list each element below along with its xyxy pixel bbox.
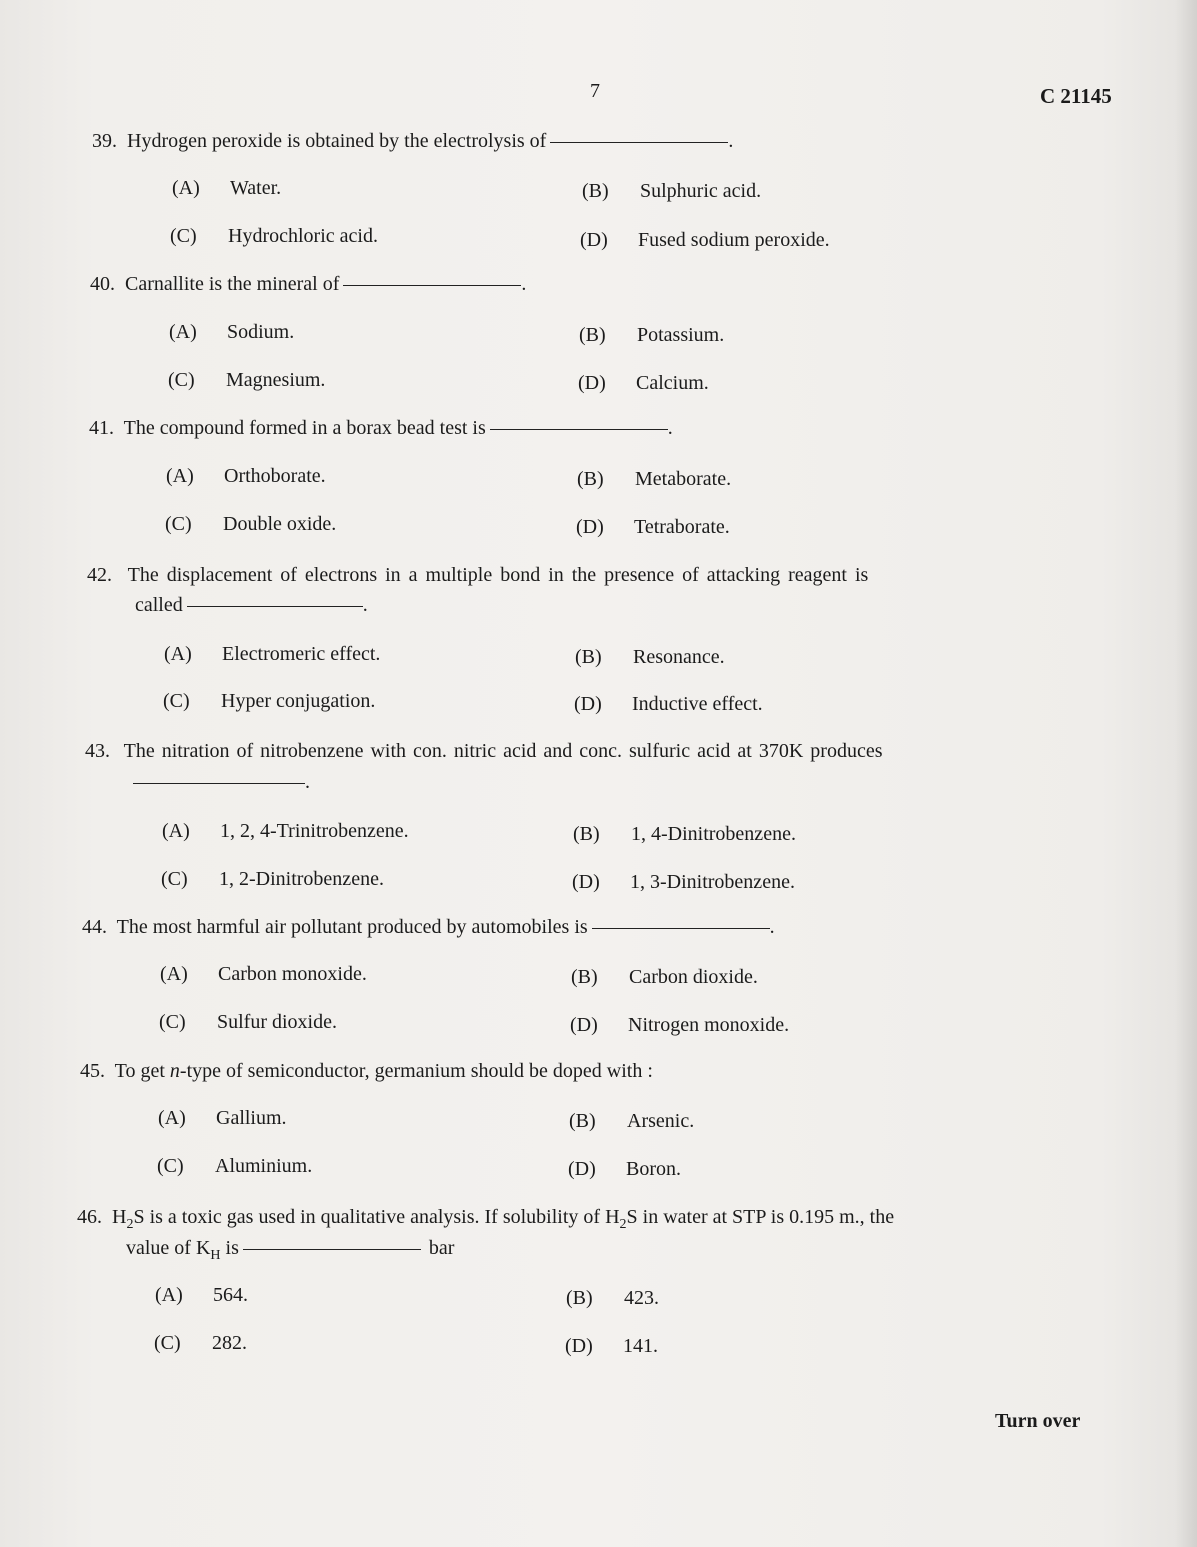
option-text: Metaborate. xyxy=(635,468,732,490)
option-b xyxy=(577,468,731,491)
option-d xyxy=(578,372,709,395)
option-text: 1, 2, 4-Trinitrobenzene. xyxy=(220,820,409,842)
answer-blank xyxy=(592,928,770,929)
question-text-italic: n xyxy=(169,1060,180,1082)
option-c xyxy=(170,225,378,248)
option-a xyxy=(162,820,409,843)
option-c xyxy=(161,868,384,891)
option-c xyxy=(154,1332,247,1355)
option-text: Resonance. xyxy=(633,646,725,668)
page-number: 7 xyxy=(590,80,600,102)
formula-subscript: 2 xyxy=(619,1217,627,1232)
option-text: 1, 4-Dinitrobenzene. xyxy=(631,823,796,845)
option-text: Inductive effect. xyxy=(632,693,763,715)
option-label: (C) xyxy=(154,1332,181,1354)
option-text: Sulphuric acid. xyxy=(640,180,762,202)
option-label: (B) xyxy=(566,1287,593,1309)
question-text: is xyxy=(220,1237,239,1259)
option-d xyxy=(576,516,730,539)
option-a xyxy=(155,1284,248,1307)
question-tail: . xyxy=(362,594,368,616)
option-label: (A) xyxy=(164,643,192,665)
question-text: called xyxy=(135,594,183,616)
answer-blank xyxy=(133,783,305,784)
option-text: Hydrochloric acid. xyxy=(228,225,378,247)
formula-h2s: S xyxy=(133,1206,145,1228)
option-label: (C) xyxy=(161,868,188,890)
option-label: (D) xyxy=(580,229,608,251)
question-stem xyxy=(90,273,526,296)
question-stem xyxy=(92,130,733,153)
option-text: Aluminium. xyxy=(215,1155,313,1177)
option-text: Sulfur dioxide. xyxy=(217,1011,337,1033)
option-c xyxy=(168,369,325,392)
formula-h2s: H xyxy=(112,1206,127,1228)
option-text: Nitrogen monoxide. xyxy=(628,1014,790,1036)
option-text: Gallium. xyxy=(216,1107,287,1129)
formula-h2s: S xyxy=(626,1206,638,1228)
option-d xyxy=(568,1158,681,1181)
question-stem xyxy=(77,1206,894,1233)
question-number: 39. xyxy=(92,130,117,152)
option-label: (D) xyxy=(576,516,604,538)
option-c xyxy=(157,1155,312,1178)
option-a xyxy=(169,321,294,344)
question-tail: . xyxy=(521,273,527,295)
question-number: 40. xyxy=(90,273,115,295)
option-b xyxy=(582,180,761,203)
question-text: The compound formed in a borax bead test is xyxy=(123,417,486,439)
option-text: Potassium. xyxy=(637,324,725,346)
question-number: 46. xyxy=(77,1206,102,1228)
option-a xyxy=(166,465,326,488)
option-label: (A) xyxy=(160,963,188,985)
option-d xyxy=(570,1014,789,1037)
formula-subscript: 2 xyxy=(126,1217,134,1232)
answer-blank xyxy=(550,142,728,143)
option-b xyxy=(571,966,758,989)
option-label: (A) xyxy=(169,321,197,343)
option-text: Water. xyxy=(230,177,282,199)
question-stem-continued xyxy=(133,771,310,794)
question-text: is a toxic gas used in qualitative analysis. If solubility of xyxy=(144,1206,606,1228)
question-stem-continued xyxy=(135,594,368,617)
question-text: in water at STP is 0.195 m., the xyxy=(637,1206,895,1228)
option-d xyxy=(565,1335,658,1358)
question-stem xyxy=(87,564,868,587)
option-b xyxy=(569,1110,694,1133)
option-a xyxy=(160,963,367,986)
option-b xyxy=(575,646,725,669)
question-text: Hydrogen peroxide is obtained by the electrolysis of xyxy=(127,130,547,152)
option-text: Magnesium. xyxy=(226,369,326,391)
option-text: Sodium. xyxy=(227,321,295,343)
option-text: Fused sodium peroxide. xyxy=(638,229,830,251)
question-stem xyxy=(89,417,673,440)
option-label: (A) xyxy=(172,177,200,199)
question-tail: . xyxy=(667,417,673,439)
question-text: value of K xyxy=(126,1237,211,1259)
option-d xyxy=(580,229,830,252)
option-c xyxy=(159,1011,337,1034)
option-label: (C) xyxy=(168,369,195,391)
answer-blank xyxy=(187,606,363,607)
page-edge-shadow xyxy=(1175,0,1197,1547)
option-label: (A) xyxy=(162,820,190,842)
option-text: Calcium. xyxy=(636,372,709,394)
option-d xyxy=(574,693,763,716)
question-number: 41. xyxy=(89,417,114,439)
option-b xyxy=(579,324,724,347)
option-label: (D) xyxy=(578,372,606,394)
answer-blank xyxy=(490,429,668,430)
option-label: (D) xyxy=(572,871,600,893)
option-label: (B) xyxy=(575,646,602,668)
option-text: Double oxide. xyxy=(223,513,337,535)
option-a xyxy=(172,177,281,200)
question-text: The most harmful air pollutant produced by automobiles is xyxy=(116,916,588,938)
option-label: (D) xyxy=(570,1014,598,1036)
option-label: (A) xyxy=(166,465,194,487)
option-label: (B) xyxy=(573,823,600,845)
option-text: 282. xyxy=(212,1332,247,1354)
option-text: Tetraborate. xyxy=(634,516,730,538)
option-text: 1, 3-Dinitrobenzene. xyxy=(630,871,795,893)
question-stem xyxy=(82,916,775,939)
question-tail: . xyxy=(305,771,310,793)
option-label: (A) xyxy=(155,1284,183,1306)
option-text: Hyper conjugation. xyxy=(221,690,376,712)
option-c xyxy=(165,513,336,536)
question-text: To get xyxy=(114,1060,170,1082)
option-label: (A) xyxy=(158,1107,186,1129)
option-label: (B) xyxy=(571,966,598,988)
option-label: (D) xyxy=(565,1335,593,1357)
answer-blank xyxy=(343,285,521,286)
option-c xyxy=(163,690,375,713)
question-number: 42. xyxy=(87,564,112,586)
option-d xyxy=(572,871,795,894)
option-label: (B) xyxy=(582,180,609,202)
option-b xyxy=(566,1287,659,1310)
question-number: 43. xyxy=(85,740,110,762)
option-text: 1, 2-Dinitrobenzene. xyxy=(219,868,384,890)
formula-subscript: H xyxy=(210,1248,221,1263)
question-text: The nitration of nitrobenzene with con. nitric acid and conc. sulfuric acid at 370K produces xyxy=(123,740,883,762)
option-text: 423. xyxy=(624,1287,659,1309)
option-text: 564. xyxy=(213,1284,248,1306)
option-label: (B) xyxy=(579,324,606,346)
option-text: Electromeric effect. xyxy=(222,643,381,665)
question-stem xyxy=(85,740,883,763)
option-a xyxy=(164,643,380,666)
formula-h2s: H xyxy=(605,1206,620,1228)
turn-over-label: Turn over xyxy=(995,1410,1081,1432)
option-text: 141. xyxy=(623,1335,658,1357)
option-label: (D) xyxy=(574,693,602,715)
question-text: -type of semiconductor, germanium should be doped with : xyxy=(179,1060,653,1082)
option-text: Orthoborate. xyxy=(224,465,326,487)
option-label: (D) xyxy=(568,1158,596,1180)
question-number: 45. xyxy=(80,1060,105,1082)
option-a xyxy=(158,1107,287,1130)
question-stem xyxy=(80,1060,653,1083)
option-label: (C) xyxy=(170,225,197,247)
option-b xyxy=(573,823,796,846)
option-text: Boron. xyxy=(626,1158,681,1180)
option-label: (C) xyxy=(163,690,190,712)
option-text: Carbon monoxide. xyxy=(218,963,367,985)
question-text: The displacement of electrons in a multiple bond in the presence of attacking reagent is xyxy=(127,564,869,586)
option-label: (B) xyxy=(569,1110,596,1132)
option-text: Carbon dioxide. xyxy=(629,966,758,988)
unit-label: bar xyxy=(428,1237,455,1259)
answer-blank xyxy=(243,1249,421,1250)
option-label: (B) xyxy=(577,468,604,490)
option-text: Arsenic. xyxy=(627,1110,695,1132)
question-stem-continued xyxy=(126,1237,454,1264)
question-tail: . xyxy=(728,130,734,152)
question-number: 44. xyxy=(82,916,107,938)
option-label: (C) xyxy=(165,513,192,535)
question-text: Carnallite is the mineral of xyxy=(125,273,340,295)
paper-code: C 21145 xyxy=(1040,84,1112,108)
option-label: (C) xyxy=(157,1155,184,1177)
option-label: (C) xyxy=(159,1011,186,1033)
question-tail: . xyxy=(769,916,775,938)
